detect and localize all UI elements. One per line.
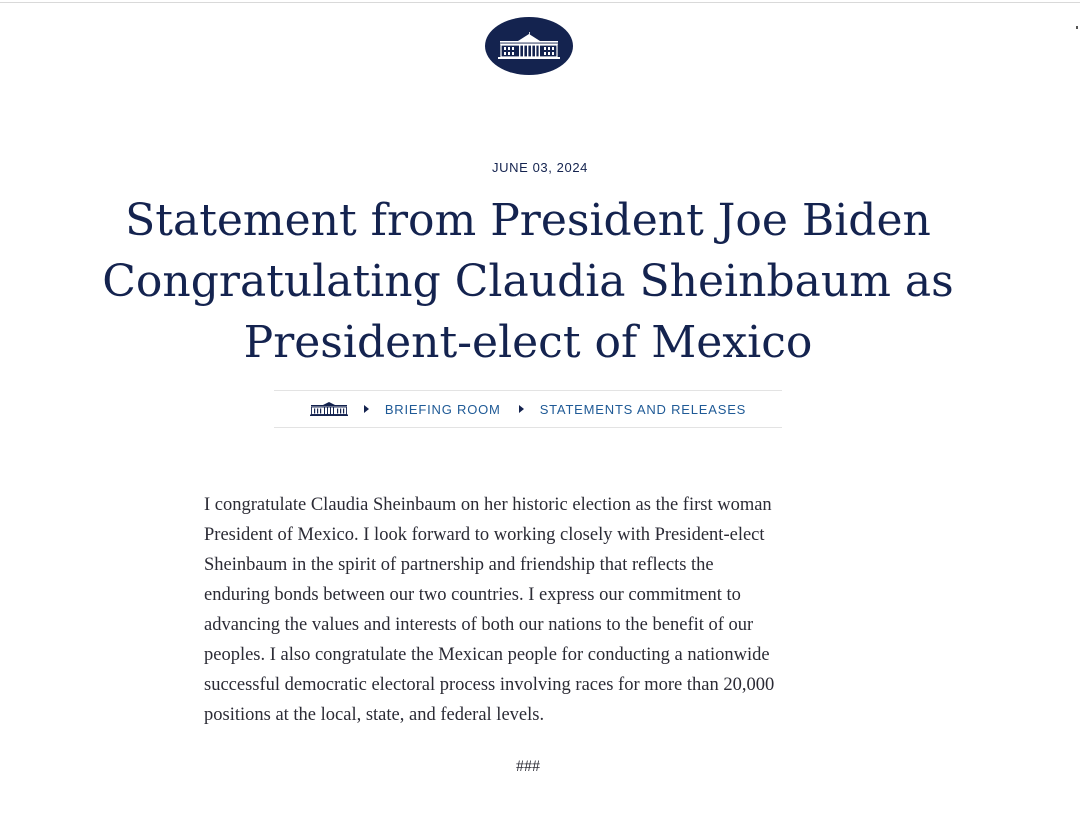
breadcrumb-item-statements-and-releases[interactable]: STATEMENTS AND RELEASES	[539, 401, 747, 417]
end-of-release-mark: ###	[516, 758, 540, 775]
breadcrumb	[274, 391, 782, 427]
page-title: Statement from President Joe Biden Congratulating Claudia Sheinbaum as President-elect of Mexico	[102, 195, 954, 368]
publish-date: JUNE 03, 2024	[492, 160, 588, 175]
white-house-logo[interactable]	[485, 17, 573, 75]
breadcrumb-item-briefing-room[interactable]: BRIEFING ROOM	[384, 401, 501, 417]
white-house-icon	[496, 31, 562, 61]
breadcrumb-bottom-divider	[274, 427, 782, 428]
top-border	[0, 2, 1080, 3]
breadcrumb-home-link[interactable]	[310, 402, 348, 416]
chevron-right-icon	[364, 405, 369, 413]
white-house-icon	[310, 402, 348, 416]
chevron-right-icon	[519, 405, 524, 413]
edge-mark	[1076, 26, 1078, 29]
statement-body: I congratulate Claudia Sheinbaum on her historic election as the first woman President of Mexico. I look forward to working closely with President-elect Sheinbaum in the spirit of partnership and friendship that reflects the enduring bonds between our two countries. I express our commitment to advancing the values and interests of both our nations to the benefit of our peoples. I also congratulate the Mexican people for conducting a nationwide successful democratic electoral process involving races for more than 20,000 positions at the local, state, and federal levels.	[204, 495, 775, 725]
